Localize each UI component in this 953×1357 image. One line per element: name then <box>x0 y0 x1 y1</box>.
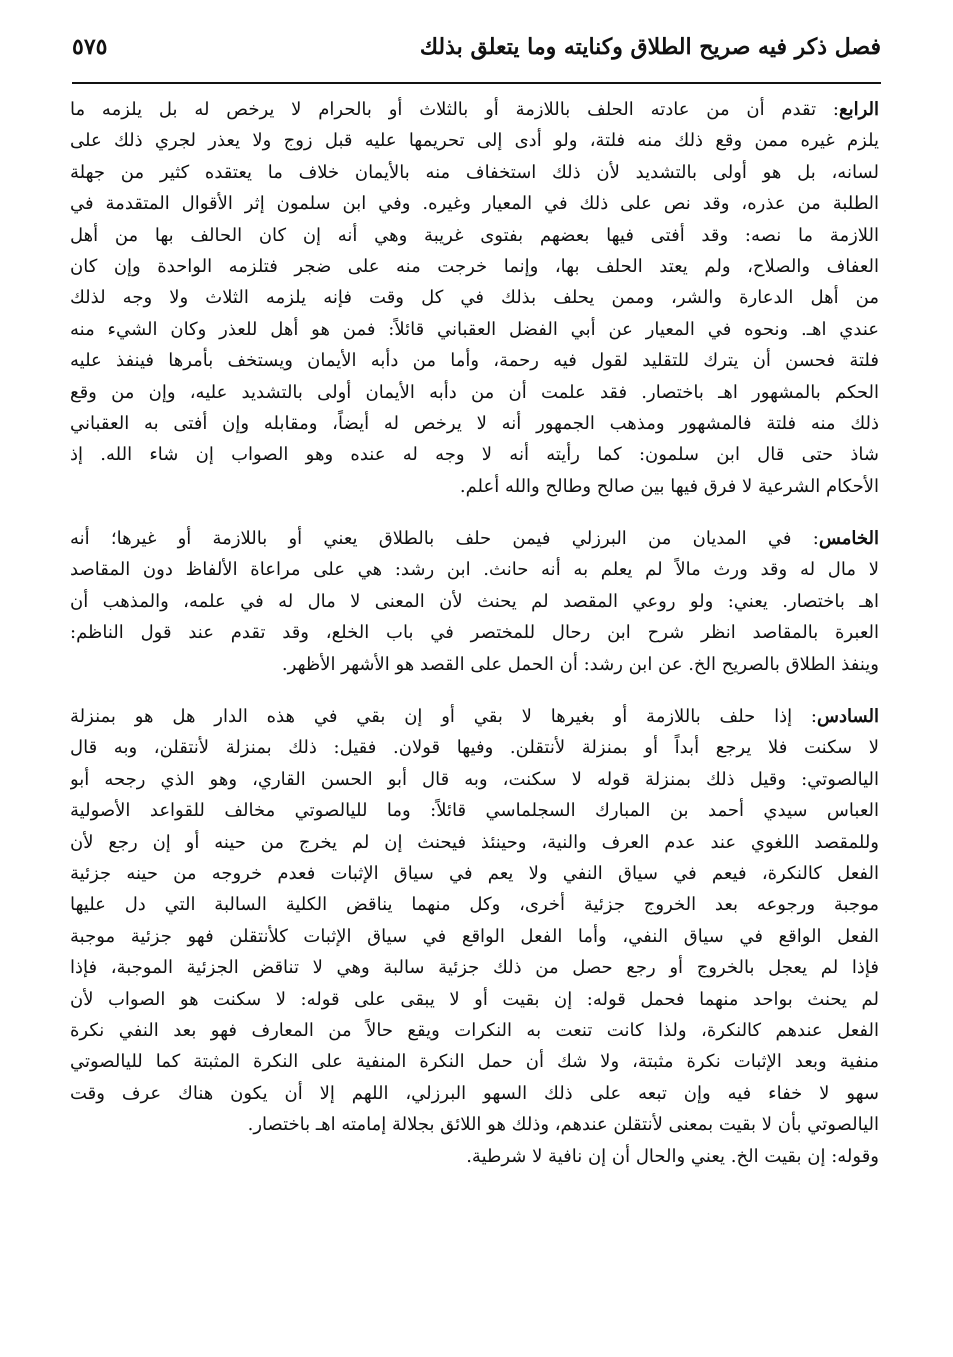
paragraph-lead: الرابع <box>838 99 879 120</box>
line-text: : إذا حلف باللازمة أو بغيرها لا بقي أو إن بقي في هذه الدار هل هو بمنزلة <box>70 706 817 728</box>
text-line: الفعل كالنكرة، فيعم في سياق النفي ولا يعم في سياق الإثبات فعدم خروجه من حينه جزئية <box>70 862 879 884</box>
paragraph-fourth <box>70 94 879 502</box>
text-line: الأحكام الشرعية لا فرق فيها بين صالح وطالح والله أعلم. <box>459 475 879 497</box>
text-line: العفاف والصلاح، ولم يعتد الحلف بها، وإنما خرجت منه على ضجر فتلزمه الواحدة وإن كان <box>70 255 879 277</box>
text-line: اليالصوتي: وقيل ذلك بمنزلة قوله لا سكنت، وبه قال أبو الحسن القاري، وهو الذي رجحه أبو <box>70 768 879 790</box>
text-line: وينفذ الطلاق بالصريح الخ. عن ابن رشد: أن الحمل على القصد هو الأشهر الأظهر. <box>281 653 879 675</box>
text-line: لا سكنت فلا يرجع أبداً أو بمنزلة لأنتقلن. وفيها قولان. فقيل: ذلك بمنزلة لأنتقلن، وبه قال <box>70 737 879 759</box>
running-header <box>72 34 881 84</box>
text-line: لم يحنث بواحد منهما فحمل قوله: إن بقيت أو لا يبقى على قوله: لا سكنت هو الصواب لأن <box>70 988 879 1010</box>
page-number: ٥٧٥ <box>72 34 108 60</box>
text-line: شاذ حتى قال ابن سلمون: كما رأيته أنه لا وجه له عنده وهو الصواب إن شاء الله. إذ <box>70 444 879 466</box>
text-line: ذلك منه فلتة فالمشهور ومذهب الجمهور أنه لا يرخص له أيضاً، ومقابله وإن أفتى به العقباني <box>70 412 879 434</box>
text-line: عندي اهـ. ونحوه في المعيار عن أبي الفضل العقباني قائلاً: فمن هو أهل للعذر وكان الشيء منه <box>70 318 879 340</box>
text-line <box>70 523 879 554</box>
text-line: وقوله: إن بقيت الخ. يعني والحال أن إن نافية لا شرطية. <box>466 1145 879 1167</box>
text-line: اليالصوتي بأن لا بقيت بمعنى لأنتقلن عندهم، وذلك هو اللائق بجلالة إمامته اهـ باختصار. <box>247 1114 879 1136</box>
text-line: من أهل الدعارة والشر، وممن يحلف بذلك في كل وقت فإنه يلزمه الثلاث ولا وجه لذلك <box>70 287 879 309</box>
text-line <box>70 701 879 732</box>
text-line: الفعل عندهم كالنكرة، ولذا كانت تنعت به النكرات ويقع حالاً من المعارف فهو بعد النفي نكرة <box>70 1019 879 1041</box>
paragraph-fifth <box>70 523 879 680</box>
text-line: الطلبة من عذره، وقد نص على ذلك في المعيار وغيره. وفي ابن سلمون إثر الأقوال المتقدمة في <box>70 193 879 215</box>
text-line: اهـ باختصار. يعني: ولو روعي المقصد لم يحنث لأن المعنى لا مال له في علمه، والمذهب أن <box>70 590 879 612</box>
header-rule <box>72 82 881 84</box>
chapter-title: فصل ذكر فيه صريح الطلاق وكنايته وما يتعلق بذلك <box>419 34 881 60</box>
paragraph-gap <box>70 680 879 701</box>
text-line: الفعل الواقع في سياق النفي، وأما الفعل الواقع في سياق الإثبات كلأنتقلن فهو جزئية موجبة <box>70 925 879 947</box>
text-line: اللازمة ما نصه: وقد أفتى فيها بعضهم بفتوى غريبة وهي أنه إن كان الحالف بها من أهل <box>70 224 879 246</box>
line-text: : تقدم أن من عادته الحلف باللازمة أو بالثلاث أو بالحرام لا يرخص له بل يلزمه ما <box>70 99 839 120</box>
paragraph-sixth <box>70 701 879 1172</box>
paragraph-lead: السادس <box>816 706 879 728</box>
text-line: وللمقصد اللغوي عند عدم العرف والنية، وحينئذ فيحنث إن لم يخرج من حينه أو إن رجع لأن <box>70 831 879 853</box>
text-line <box>70 94 879 125</box>
text-line: يلزم غيره ممن وقع ذلك منه فلتة، ولو أدى إلى تحريمها عليه قبل زوج ولا يعذر لجري ذلك على <box>70 130 879 152</box>
text-line: العبرة بالمقاصد انظر شرح ابن رحال للمختصر في باب الخلع، وقد تقدم عند قول الناظم: <box>70 622 879 644</box>
text-line: منفية وبعد الإثبات نكرة مثبتة، ولا شك أن حمل النكرة المنفية على النكرة المثبتة كما لليالصوتي <box>70 1051 879 1073</box>
paragraph-lead: الخامس <box>818 528 879 550</box>
text-line: فإذا لم يعجل بالخروج أو رجع حصل من ذلك جزئية سالبة وهي لا تناقض الجزئية الموجبة، فإذا <box>70 957 879 979</box>
line-text: : في المديان من البرزلي فيمن حلف بالطلاق يعني أو باللازمة أو غيرها؛ أنه <box>70 528 819 550</box>
text-line: لسانه، بل هو أولى بالتشديد لأن ذلك استخفاف منه بالأيمان خلاف ما يعتقده كثير من جهلة <box>70 161 879 183</box>
text-line: موجبة ورجوعه بعد الخروج جزئية أخرى، وكل منهما يناقض الكلية السالبة التي دل عليها <box>70 894 879 916</box>
text-line: الحكم بالمشهور اهـ باختصار. فقد علمت أن من دأبه الأيمان أولى بالتشديد عليه، وإن من وقع <box>70 381 879 403</box>
text-line: سهو لا خفاء فيه وإن تبعه على ذلك السهو البرزلي، اللهم إلا أن يكون هناك عرف وقت <box>70 1082 879 1104</box>
body-text <box>70 94 879 1172</box>
text-line: لا مال له وقد ورث مالاً لم يعلم به أنه حانث. ابن رشد: هي على مراعاة الألفاظ دون المقاصد <box>70 559 879 581</box>
paragraph-gap <box>70 502 879 523</box>
text-line: فلتة فحسن أن يترك للتقليد لقول فيه رحمة، وأما من دأبه الأيمان ويستخف بأمرها فينفذ عليه <box>70 350 879 372</box>
text-line: العباس سيدي أحمد بن المبارك السجلماسي قائلاً: وما لليالصوتي مخالف للقواعد الأصولية <box>70 800 879 822</box>
